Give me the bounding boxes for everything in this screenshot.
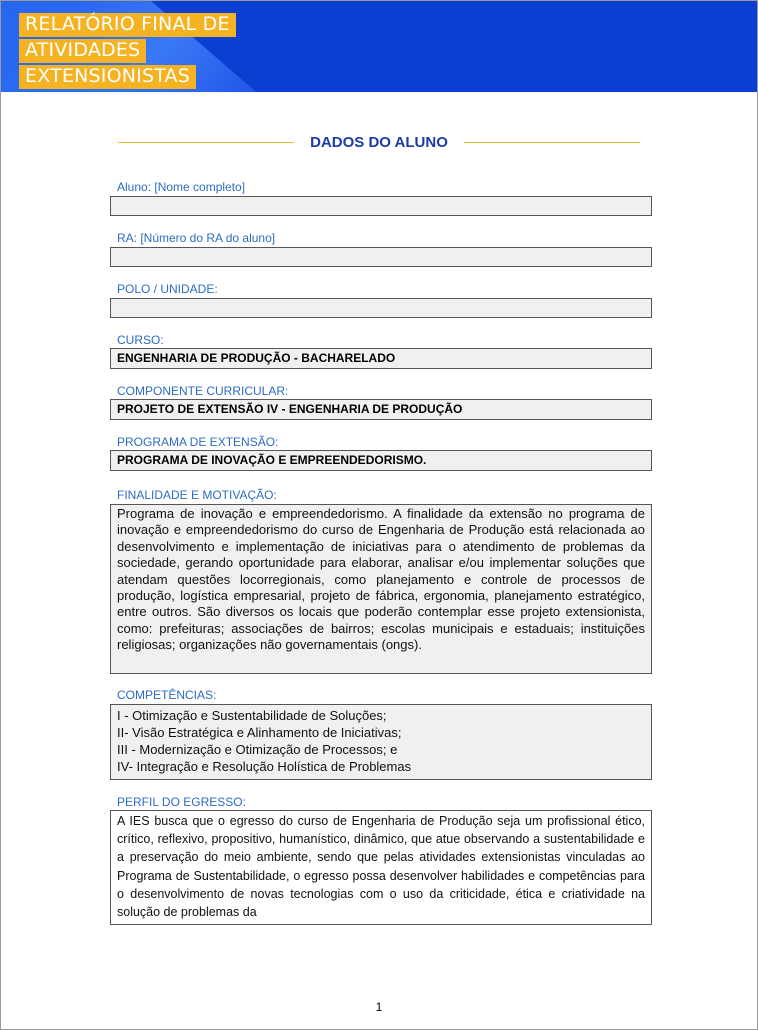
programa-label: PROGRAMA DE EXTENSÃO: [117, 435, 279, 449]
heading-rule-right [464, 142, 640, 143]
aluno-label: Aluno: [Nome completo] [117, 180, 246, 194]
page-number: 1 [375, 1000, 383, 1014]
header-banner [1, 1, 757, 92]
title-line-1: RELATÓRIO FINAL DE [19, 13, 236, 37]
competencia-item: IV- Integração e Resolução Holística de Problemas [117, 759, 412, 774]
perfil-label: PERFIL DO EGRESSO: [117, 795, 246, 809]
competencia-item: III - Modernização e Otimização de Processos; e [117, 742, 398, 757]
ra-label: RA: [Número do RA do aluno] [117, 231, 276, 245]
competencia-item: I - Otimização e Sustentabilidade de Soluções; [117, 708, 387, 723]
ra-field[interactable] [110, 247, 652, 267]
heading-rule-left [118, 142, 294, 143]
section-title: DADOS DO ALUNO [310, 133, 448, 151]
finalidade-label: FINALIDADE E MOTIVAÇÃO: [117, 488, 277, 502]
programa-field[interactable]: PROGRAMA DE INOVAÇÃO E EMPREENDEDORISMO. [110, 450, 652, 471]
componente-label: COMPONENTE CURRICULAR: [117, 384, 289, 398]
perfil-field[interactable]: A IES busca que o egresso do curso de Engenharia de Produção seja um profissional ético, crítico, reflexivo, propositivo, humanístico, dinâmico, que atue observando a sustentabilidade e a preservação do meio ambiente, sendo que pelas atividades extensionistas vinculadas ao Programa de Sustentabilidade, o egresso possa desenvolver habilidades e competências para o desenvolvimento de novas tecnologias com o uso da criticidade, ética e criatividade na solução de problemas da [110, 810, 652, 925]
curso-label: CURSO: [117, 333, 164, 347]
componente-field[interactable]: PROJETO DE EXTENSÃO IV - ENGENHARIA DE PRODUÇÃO [110, 399, 652, 420]
competencias-label: COMPETÊNCIAS: [117, 688, 217, 702]
section-heading [118, 130, 640, 154]
competencia-item: II- Visão Estratégica e Alinhamento de Iniciativas; [117, 725, 402, 740]
polo-label: POLO / UNIDADE: [117, 282, 218, 296]
aluno-field[interactable] [110, 196, 652, 216]
curso-field[interactable]: ENGENHARIA DE PRODUÇÃO - BACHARELADO [110, 348, 652, 369]
competencias-field[interactable] [110, 704, 652, 780]
title-line-3: EXTENSIONISTAS [19, 65, 196, 89]
finalidade-field[interactable]: Programa de inovação e empreendedorismo. A finalidade da extensão no programa de inovação e empreendedorismo do curso de Engenharia de Produção está relacionada ao desenvolvimento e implementação de iniciativas para o atendimento de problemas da sociedade, gerando oportunidade para elaborar, analisar e/ou implementar soluções que atendam questões locorregionais, como planejamento e controle de processos de produção, logística empresarial, projeto de fábrica, ergonomia, planejamento estratégico, entre outros. São diversos os locais que poderão contemplar esse projeto extensionista, como: prefeituras; associações de bairros; escolas municipais e estaduais; instituições religiosas; organizações não governamentais (ongs). [110, 504, 652, 674]
polo-field[interactable] [110, 298, 652, 318]
title-line-2: ATIVIDADES [19, 39, 146, 63]
document-title [19, 13, 236, 91]
